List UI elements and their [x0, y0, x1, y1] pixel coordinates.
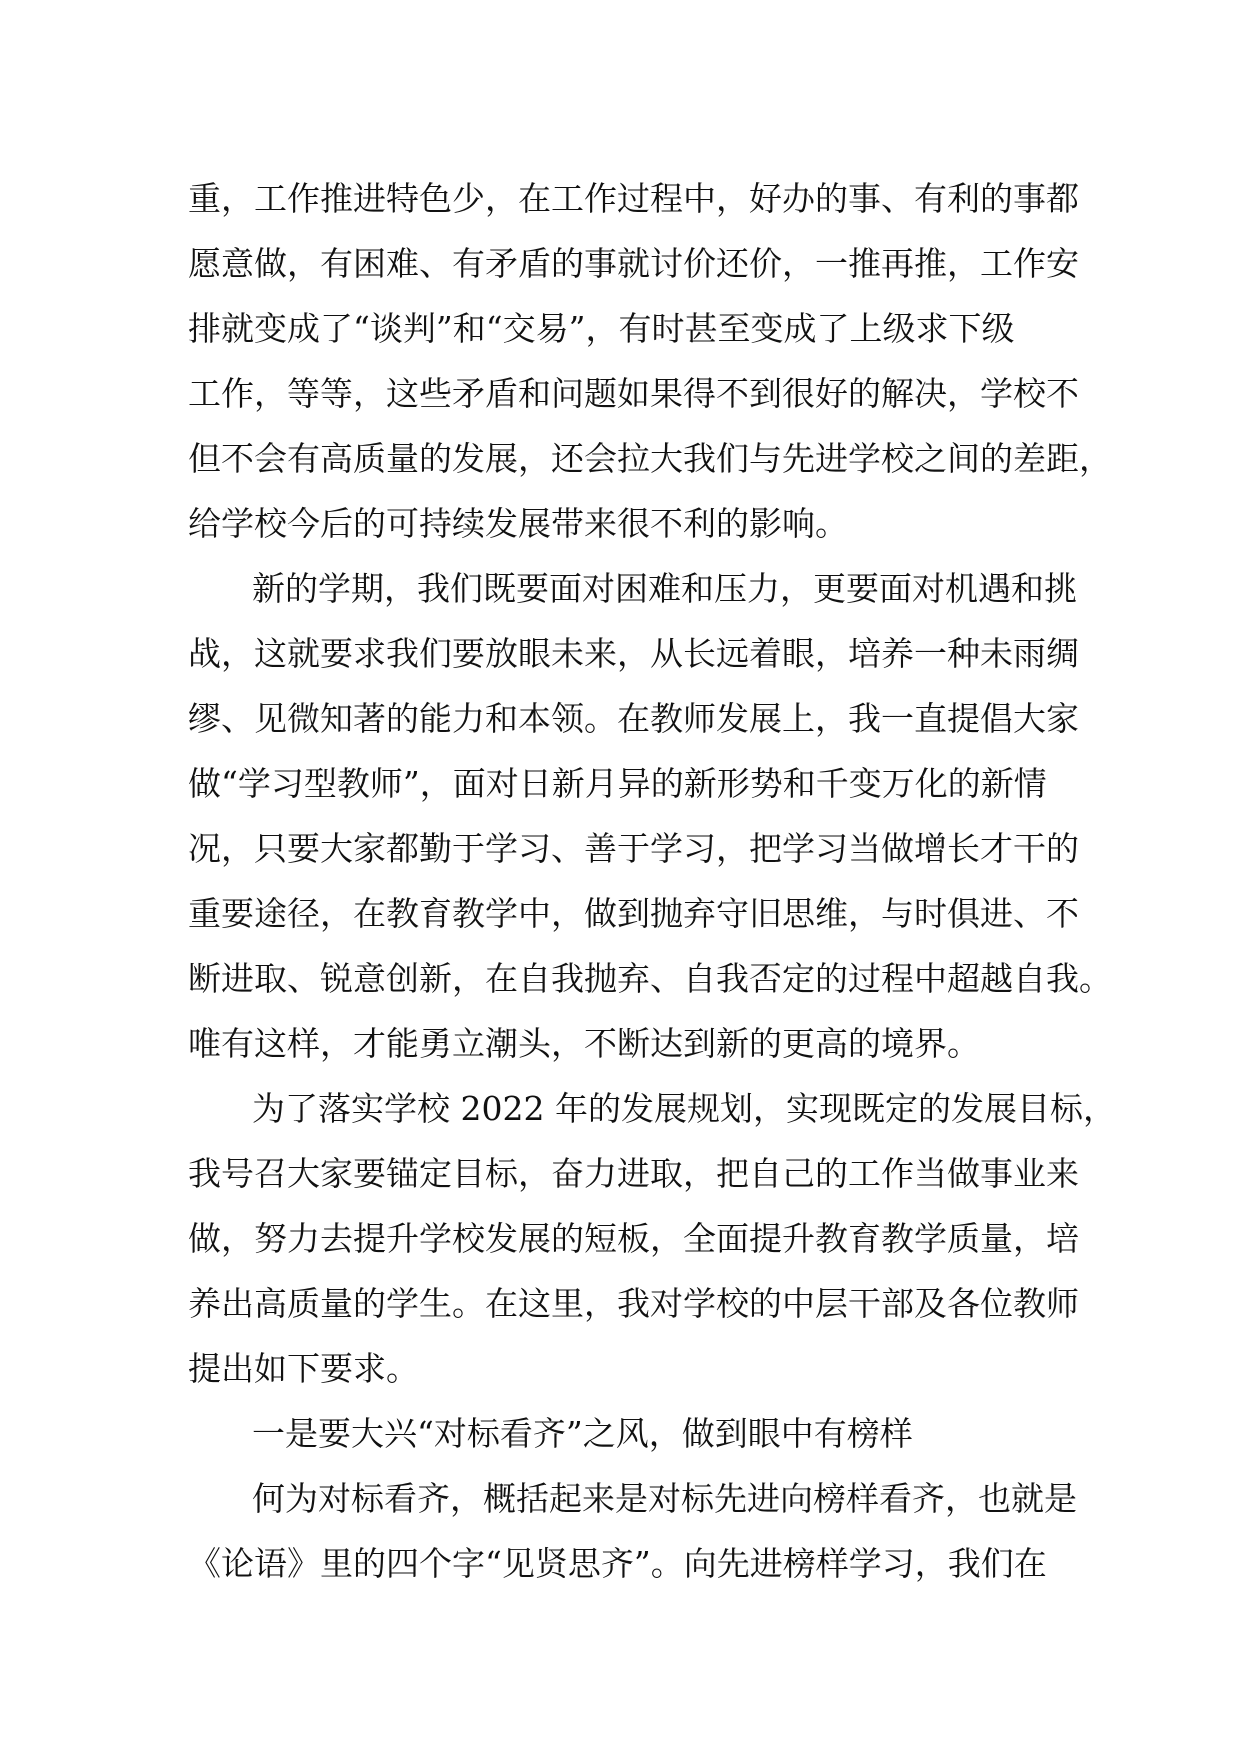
- text-line: 况，只要大家都勤于学习、善于学习，把学习当做增长才干的: [188, 829, 1079, 868]
- text-line: 给学校今后的可持续发展带来很不利的影响。: [188, 504, 848, 543]
- text-line: 缪、见微知著的能力和本领。在教师发展上，我一直提倡大家: [188, 699, 1079, 738]
- text-line: 战，这就要求我们要放眼未来，从长远着眼，培养一种未雨绸: [188, 634, 1079, 673]
- text-line: 但不会有高质量的发展，还会拉大我们与先进学校之间的差距，: [188, 439, 1112, 478]
- text-line: 断进取、锐意创新，在自我抛弃、自我否定的过程中超越自我。: [188, 959, 1112, 998]
- document-body: [188, 166, 1116, 1596]
- text-line: 重，工作推进特色少，在工作过程中，好办的事、有利的事都: [188, 179, 1079, 218]
- text-line: 一是要大兴“对标看齐”之风，做到眼中有榜样: [252, 1414, 913, 1453]
- text-line: 我号召大家要锚定目标，奋力进取，把自己的工作当做事业来: [188, 1154, 1079, 1193]
- text-line: 何为对标看齐，概括起来是对标先进向榜样看齐，也就是: [252, 1479, 1077, 1518]
- text-line: 养出高质量的学生。在这里，我对学校的中层干部及各位教师: [188, 1284, 1079, 1323]
- text-line: 为了落实学校 2022 年的发展规划，实现既定的发展目标，: [252, 1089, 1116, 1128]
- text-line: 《论语》里的四个字“见贤思齐”。向先进榜样学习，我们在: [188, 1544, 1047, 1583]
- text-line: 新的学期，我们既要面对困难和压力，更要面对机遇和挑: [252, 569, 1077, 608]
- text-line: 排就变成了“谈判”和“交易”，有时甚至变成了上级求下级: [188, 309, 1015, 348]
- text-line: 唯有这样，才能勇立潮头，不断达到新的更高的境界。: [188, 1024, 980, 1063]
- text-line: 做，努力去提升学校发展的短板，全面提升教育教学质量，培: [188, 1219, 1079, 1258]
- text-line: 工作，等等，这些矛盾和问题如果得不到很好的解决，学校不: [188, 374, 1079, 413]
- text-line: 做“学习型教师”，面对日新月异的新形势和千变万化的新情: [188, 764, 1047, 803]
- text-line: 提出如下要求。: [188, 1349, 419, 1388]
- text-line: 愿意做，有困难、有矛盾的事就讨价还价，一推再推，工作安: [188, 244, 1079, 283]
- text-line: 重要途径，在教育教学中，做到抛弃守旧思维，与时俱进、不: [188, 894, 1079, 933]
